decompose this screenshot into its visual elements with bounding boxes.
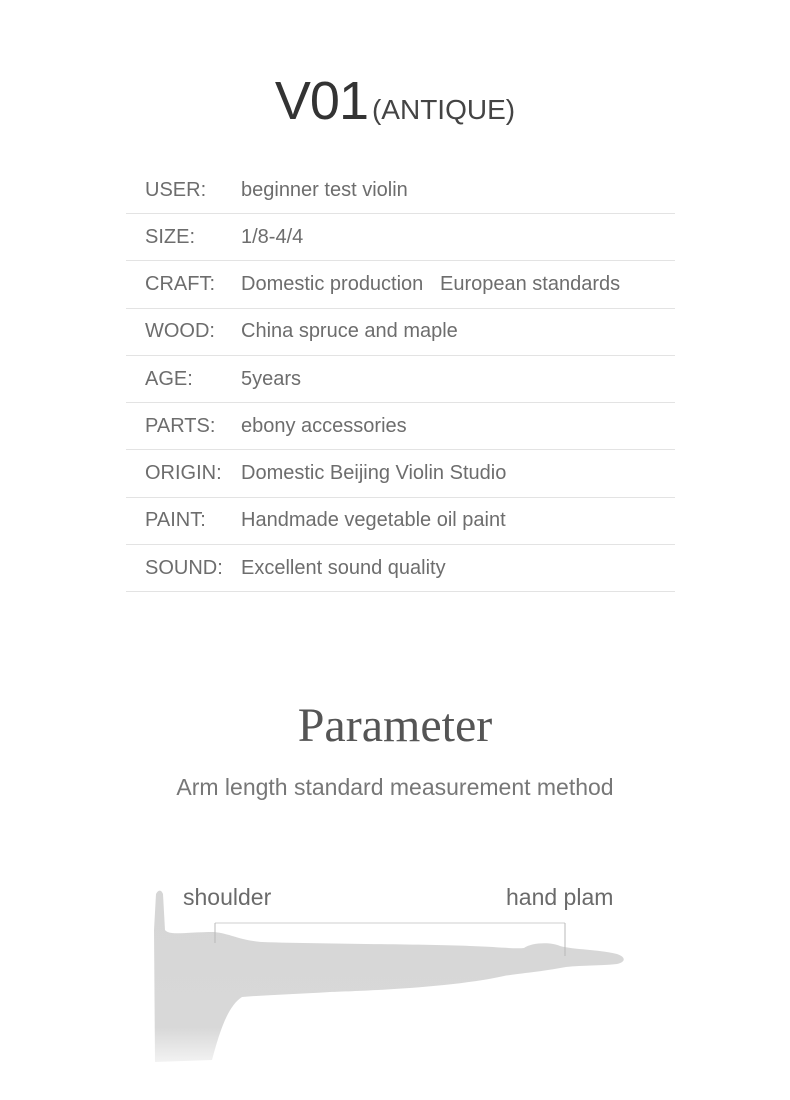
spec-row-wood — [126, 309, 675, 356]
spec-key: AGE: — [145, 367, 193, 390]
spec-row-origin — [126, 450, 675, 497]
spec-key: ORIGIN: — [145, 462, 222, 485]
spec-table — [126, 168, 675, 592]
spec-value: China spruce and maple — [241, 320, 458, 343]
spec-key: WOOD: — [145, 320, 215, 343]
parameter-title: Parameter — [297, 699, 493, 752]
hand-palm-label: hand plam — [506, 884, 614, 910]
arm-silhouette-illustration — [0, 870, 790, 1095]
spec-row-size — [126, 214, 675, 261]
spec-value: ebony accessories — [241, 414, 407, 437]
model-name: V01 — [274, 71, 368, 131]
spec-row-parts — [126, 403, 675, 450]
spec-key: CRAFT: — [145, 272, 215, 295]
spec-value: beginner test violin — [241, 179, 408, 201]
arm-silhouette — [154, 891, 624, 1062]
spec-value: 1/8-4/4 — [241, 225, 304, 248]
product-title — [0, 70, 790, 132]
arm-measurement-diagram — [0, 870, 790, 1095]
spec-value: Handmade vegetable oil paint — [241, 509, 506, 532]
spec-row-paint — [126, 498, 675, 545]
spec-row-user — [126, 168, 675, 214]
spec-key: SIZE: — [145, 225, 196, 248]
spec-value: 5years — [241, 367, 302, 390]
model-variant: (ANTIQUE) — [371, 94, 516, 125]
spec-key: PAINT: — [145, 509, 206, 532]
spec-key: SOUND: — [145, 556, 223, 579]
spec-key: PARTS: — [145, 414, 216, 437]
spec-key: USER: — [145, 179, 207, 201]
parameter-subtitle: Arm length standard measurement method — [176, 774, 614, 800]
spec-value: Domestic Beijing Violin Studio — [241, 462, 507, 485]
spec-row-craft — [126, 261, 675, 308]
spec-value: Excellent sound quality — [241, 556, 446, 579]
spec-value: Domestic production European standards — [241, 272, 621, 295]
spec-row-sound — [126, 545, 675, 592]
spec-row-age — [126, 356, 675, 403]
shoulder-label: shoulder — [183, 884, 272, 910]
